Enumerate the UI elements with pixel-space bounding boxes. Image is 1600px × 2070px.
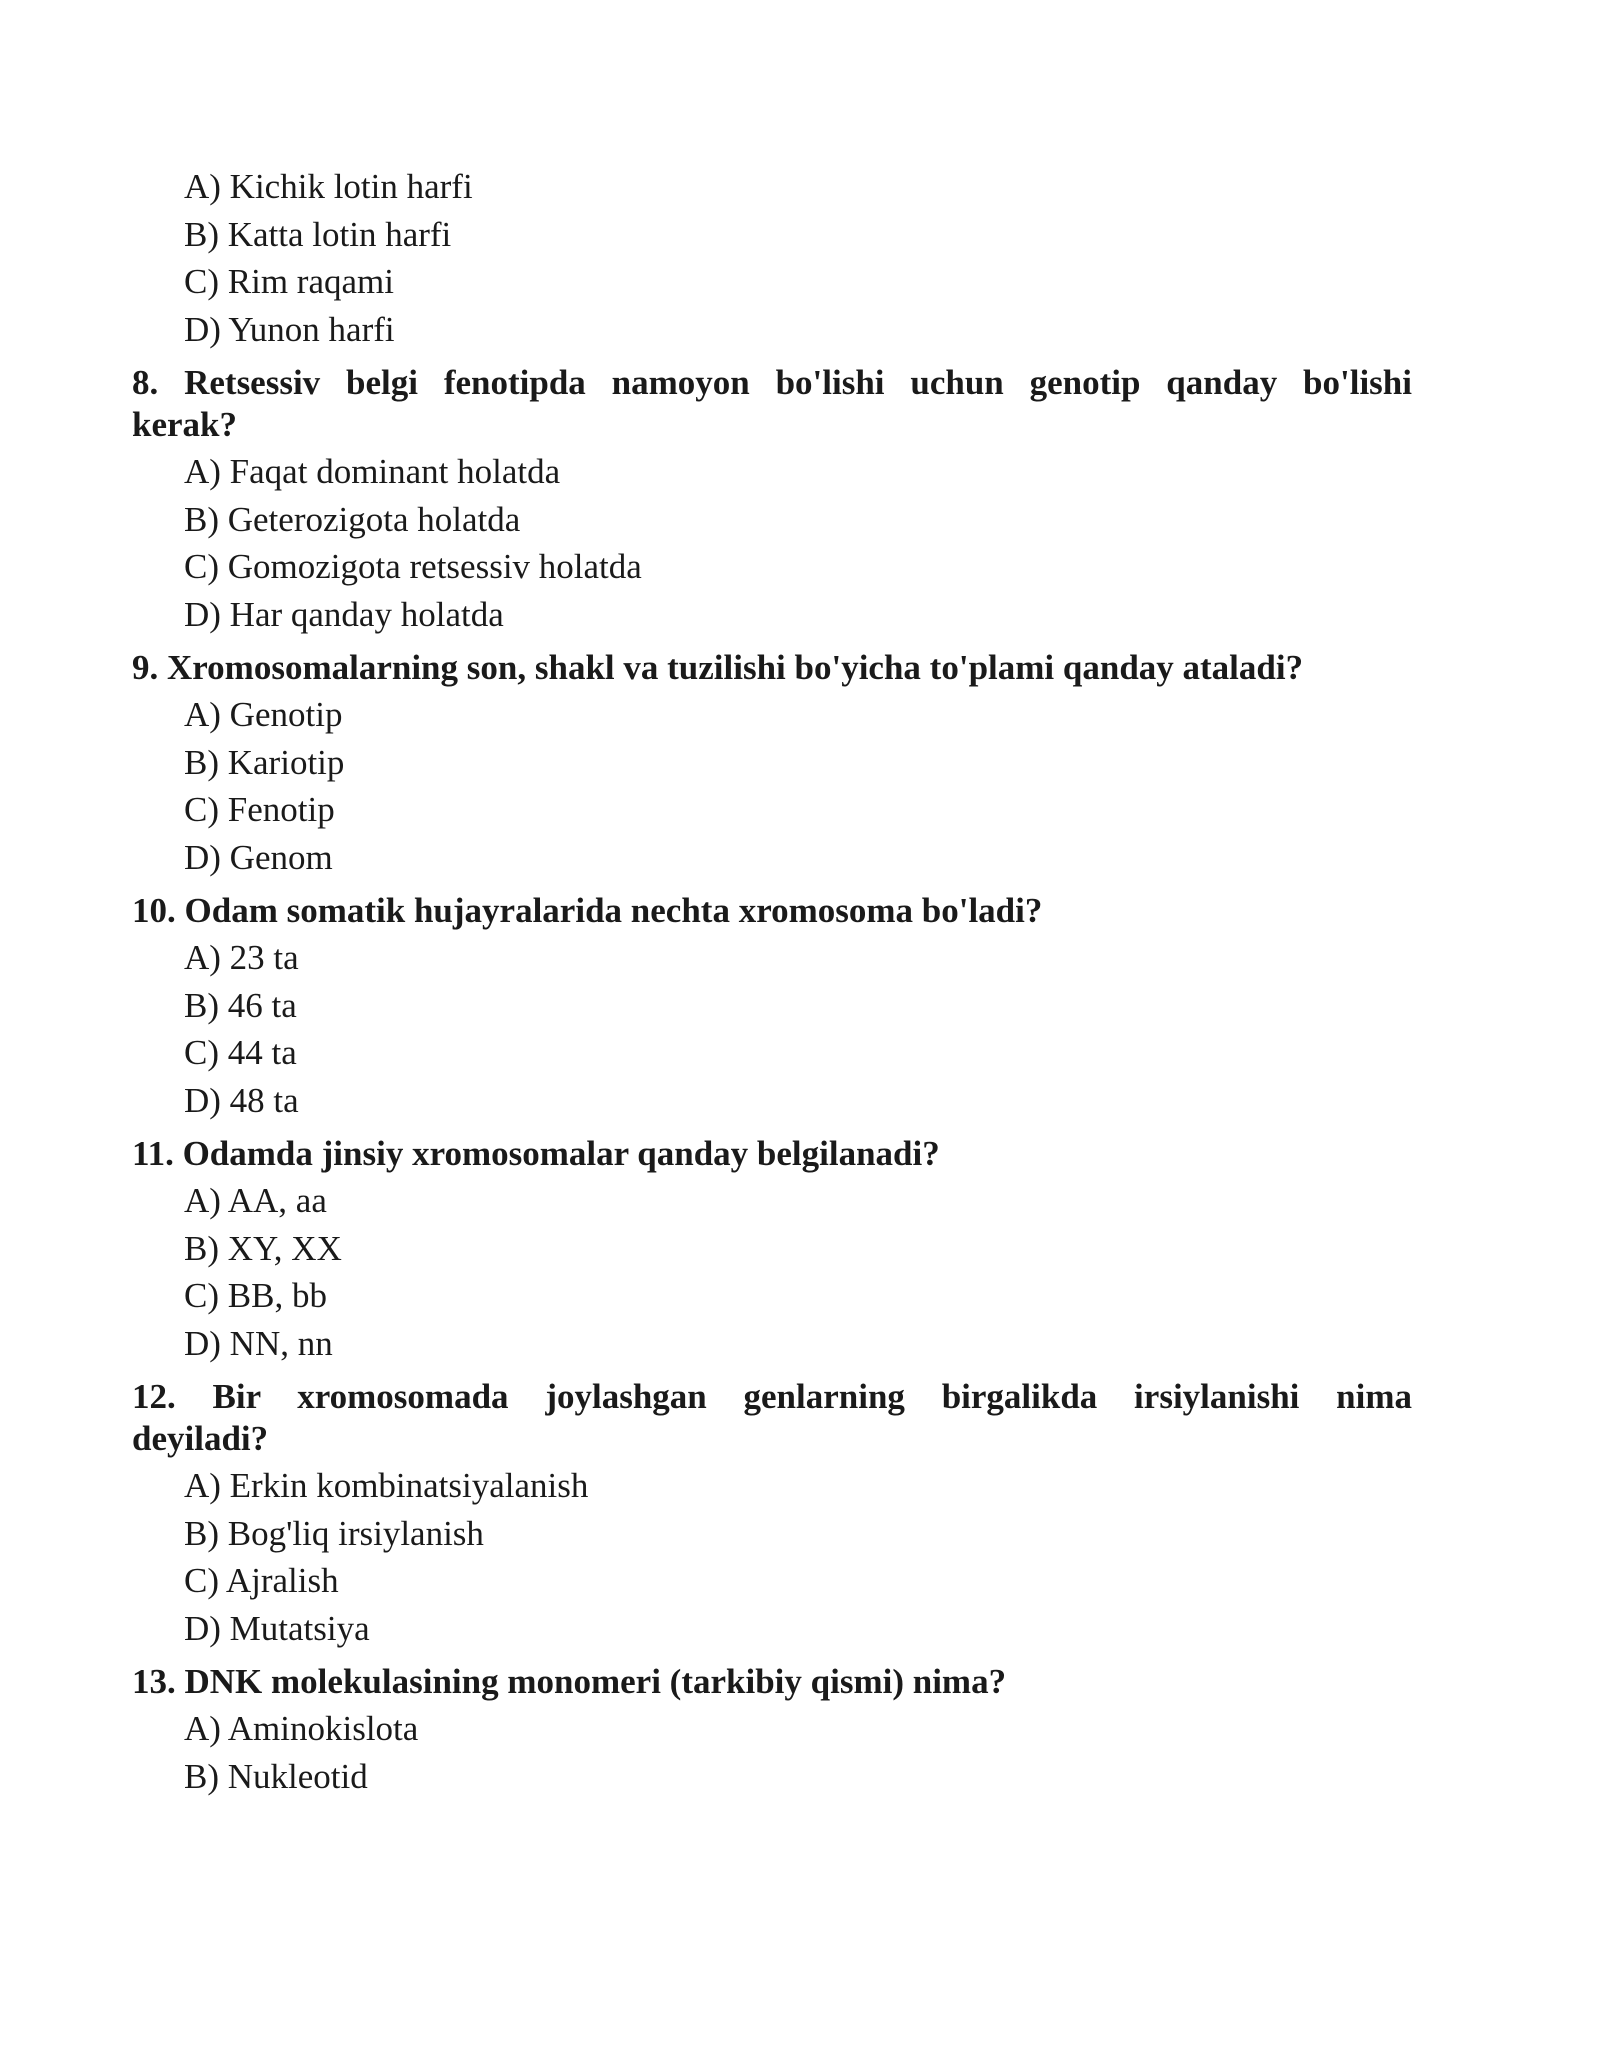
option-d: D) Yunon harfi	[184, 309, 395, 349]
option-d: D) NN, nn	[184, 1323, 333, 1363]
question-10-options	[132, 934, 1412, 1124]
option-b: B) Geterozigota holatda	[184, 499, 521, 539]
question-9-options	[132, 691, 1412, 881]
question-12-options	[132, 1462, 1412, 1652]
option-a: A) 23 ta	[184, 938, 299, 977]
question-12-line-1: 12. Bir xromosomada joylashgan genlarning birgalikda irsiylanishi nima	[132, 1377, 1412, 1416]
option-a: A) Faqat dominant holatda	[184, 452, 561, 491]
question-10: 10. Odam somatik hujayralarida nechta xromosoma bo'ladi?	[132, 891, 1043, 930]
option-b: B) XY, XX	[184, 1228, 342, 1268]
option-c: C) Ajralish	[184, 1561, 339, 1600]
option-c: C) Gomozigota retsessiv holatda	[184, 547, 642, 586]
option-a: A) Kichik lotin harfi	[184, 167, 473, 206]
question-8-line-2: kerak?	[132, 405, 237, 444]
option-d: D) Genom	[184, 837, 333, 877]
option-c: C) Fenotip	[184, 790, 335, 829]
option-a: A) Erkin kombinatsiyalanish	[184, 1466, 589, 1505]
document-content	[132, 163, 1412, 1800]
option-c: C) 44 ta	[184, 1033, 297, 1072]
option-b: B) Bog'liq irsiylanish	[184, 1513, 484, 1553]
option-a: A) Aminokislota	[184, 1709, 419, 1748]
question-7-options	[132, 163, 1412, 353]
option-b: B) 46 ta	[184, 985, 297, 1025]
question-11-options	[132, 1177, 1412, 1367]
question-12-line-2: deyiladi?	[132, 1419, 269, 1458]
option-b: B) Katta lotin harfi	[184, 214, 452, 254]
question-8-options	[132, 448, 1412, 638]
option-a: A) AA, aa	[184, 1181, 327, 1220]
option-d: D) Mutatsiya	[184, 1608, 370, 1648]
option-a: A) Genotip	[184, 695, 343, 734]
option-c: C) Rim raqami	[184, 262, 394, 301]
question-13: 13. DNK molekulasining monomeri (tarkibiy qismi) nima?	[132, 1662, 1007, 1701]
question-11: 11. Odamda jinsiy xromosomalar qanday belgilanadi?	[132, 1134, 940, 1173]
question-13-options	[132, 1705, 1412, 1800]
option-c: C) BB, bb	[184, 1276, 327, 1315]
question-8-line-1: 8. Retsessiv belgi fenotipda namoyon bo'lishi uchun genotip qanday bo'lishi	[132, 363, 1412, 402]
option-b: B) Nukleotid	[184, 1756, 368, 1796]
option-d: D) 48 ta	[184, 1080, 299, 1120]
question-8	[132, 362, 1412, 446]
option-b: B) Kariotip	[184, 742, 345, 782]
question-9: 9. Xromosomalarning son, shakl va tuzilishi bo'yicha to'plami qanday ataladi?	[132, 648, 1304, 687]
question-12	[132, 1376, 1412, 1460]
option-d: D) Har qanday holatda	[184, 594, 504, 634]
